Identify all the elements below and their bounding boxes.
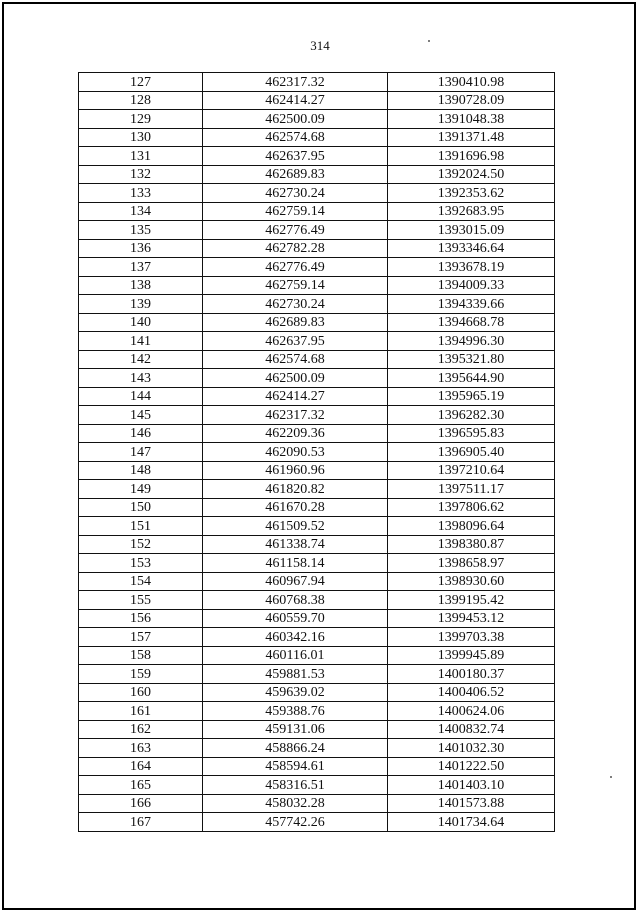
point-number-cell: 136 xyxy=(79,239,203,258)
scan-speck xyxy=(610,776,612,778)
point-number-cell: 143 xyxy=(79,369,203,388)
point-number-cell: 141 xyxy=(79,332,203,351)
point-number-cell: 127 xyxy=(79,73,203,92)
coordinates-table xyxy=(78,72,555,832)
table-row xyxy=(79,609,555,628)
table-row xyxy=(79,646,555,665)
point-number-cell: 164 xyxy=(79,757,203,776)
y-coordinate-cell: 1401403.10 xyxy=(388,776,555,795)
x-coordinate-cell: 462689.83 xyxy=(203,165,388,184)
point-number-cell: 153 xyxy=(79,554,203,573)
y-coordinate-cell: 1394668.78 xyxy=(388,313,555,332)
x-coordinate-cell: 460559.70 xyxy=(203,609,388,628)
table-row xyxy=(79,165,555,184)
y-coordinate-cell: 1398380.87 xyxy=(388,535,555,554)
point-number-cell: 157 xyxy=(79,628,203,647)
table-row xyxy=(79,535,555,554)
x-coordinate-cell: 458032.28 xyxy=(203,794,388,813)
x-coordinate-cell: 460768.38 xyxy=(203,591,388,610)
y-coordinate-cell: 1396282.30 xyxy=(388,406,555,425)
x-coordinate-cell: 462574.68 xyxy=(203,128,388,147)
point-number-cell: 139 xyxy=(79,295,203,314)
table-row xyxy=(79,720,555,739)
point-number-cell: 159 xyxy=(79,665,203,684)
table-row xyxy=(79,572,555,591)
x-coordinate-cell: 462782.28 xyxy=(203,239,388,258)
y-coordinate-cell: 1395644.90 xyxy=(388,369,555,388)
point-number-cell: 151 xyxy=(79,517,203,536)
table-row xyxy=(79,128,555,147)
table-row xyxy=(79,517,555,536)
point-number-cell: 156 xyxy=(79,609,203,628)
point-number-cell: 146 xyxy=(79,424,203,443)
x-coordinate-cell: 462689.83 xyxy=(203,313,388,332)
point-number-cell: 163 xyxy=(79,739,203,758)
table-row xyxy=(79,424,555,443)
point-number-cell: 160 xyxy=(79,683,203,702)
table-row xyxy=(79,683,555,702)
y-coordinate-cell: 1400180.37 xyxy=(388,665,555,684)
point-number-cell: 140 xyxy=(79,313,203,332)
table-row xyxy=(79,276,555,295)
y-coordinate-cell: 1390728.09 xyxy=(388,91,555,110)
y-coordinate-cell: 1391048.38 xyxy=(388,110,555,129)
point-number-cell: 167 xyxy=(79,813,203,832)
x-coordinate-cell: 462730.24 xyxy=(203,295,388,314)
table-row xyxy=(79,350,555,369)
y-coordinate-cell: 1392353.62 xyxy=(388,184,555,203)
y-coordinate-cell: 1395965.19 xyxy=(388,387,555,406)
x-coordinate-cell: 462414.27 xyxy=(203,91,388,110)
table-row xyxy=(79,202,555,221)
point-number-cell: 148 xyxy=(79,461,203,480)
scan-speck xyxy=(428,40,430,42)
point-number-cell: 130 xyxy=(79,128,203,147)
y-coordinate-cell: 1390410.98 xyxy=(388,73,555,92)
point-number-cell: 165 xyxy=(79,776,203,795)
x-coordinate-cell: 462776.49 xyxy=(203,221,388,240)
point-number-cell: 162 xyxy=(79,720,203,739)
y-coordinate-cell: 1393678.19 xyxy=(388,258,555,277)
table-row xyxy=(79,591,555,610)
table-row xyxy=(79,628,555,647)
x-coordinate-cell: 459131.06 xyxy=(203,720,388,739)
table-row xyxy=(79,332,555,351)
y-coordinate-cell: 1394996.30 xyxy=(388,332,555,351)
x-coordinate-cell: 461509.52 xyxy=(203,517,388,536)
x-coordinate-cell: 461820.82 xyxy=(203,480,388,499)
y-coordinate-cell: 1398658.97 xyxy=(388,554,555,573)
x-coordinate-cell: 462776.49 xyxy=(203,258,388,277)
table-row xyxy=(79,258,555,277)
point-number-cell: 145 xyxy=(79,406,203,425)
x-coordinate-cell: 462414.27 xyxy=(203,387,388,406)
table-row xyxy=(79,794,555,813)
table-row xyxy=(79,554,555,573)
point-number-cell: 138 xyxy=(79,276,203,295)
table-row xyxy=(79,702,555,721)
point-number-cell: 149 xyxy=(79,480,203,499)
table-row xyxy=(79,813,555,832)
y-coordinate-cell: 1396595.83 xyxy=(388,424,555,443)
x-coordinate-cell: 459639.02 xyxy=(203,683,388,702)
table-row xyxy=(79,295,555,314)
coordinates-table-body xyxy=(79,73,555,832)
x-coordinate-cell: 458594.61 xyxy=(203,757,388,776)
point-number-cell: 128 xyxy=(79,91,203,110)
point-number-cell: 147 xyxy=(79,443,203,462)
y-coordinate-cell: 1398930.60 xyxy=(388,572,555,591)
table-row xyxy=(79,369,555,388)
y-coordinate-cell: 1401734.64 xyxy=(388,813,555,832)
point-number-cell: 131 xyxy=(79,147,203,166)
y-coordinate-cell: 1401573.88 xyxy=(388,794,555,813)
x-coordinate-cell: 462317.32 xyxy=(203,406,388,425)
x-coordinate-cell: 461960.96 xyxy=(203,461,388,480)
table-row xyxy=(79,221,555,240)
x-coordinate-cell: 462730.24 xyxy=(203,184,388,203)
y-coordinate-cell: 1397806.62 xyxy=(388,498,555,517)
point-number-cell: 158 xyxy=(79,646,203,665)
table-row xyxy=(79,739,555,758)
y-coordinate-cell: 1398096.64 xyxy=(388,517,555,536)
x-coordinate-cell: 462759.14 xyxy=(203,202,388,221)
x-coordinate-cell: 462500.09 xyxy=(203,369,388,388)
y-coordinate-cell: 1401222.50 xyxy=(388,757,555,776)
table-row xyxy=(79,91,555,110)
table-row xyxy=(79,110,555,129)
table-row xyxy=(79,757,555,776)
y-coordinate-cell: 1392683.95 xyxy=(388,202,555,221)
x-coordinate-cell: 459881.53 xyxy=(203,665,388,684)
x-coordinate-cell: 458866.24 xyxy=(203,739,388,758)
y-coordinate-cell: 1399195.42 xyxy=(388,591,555,610)
table-row xyxy=(79,443,555,462)
table-row xyxy=(79,313,555,332)
point-number-cell: 132 xyxy=(79,165,203,184)
y-coordinate-cell: 1394339.66 xyxy=(388,295,555,314)
table-row xyxy=(79,73,555,92)
y-coordinate-cell: 1392024.50 xyxy=(388,165,555,184)
table-row xyxy=(79,665,555,684)
y-coordinate-cell: 1396905.40 xyxy=(388,443,555,462)
table-row xyxy=(79,461,555,480)
y-coordinate-cell: 1400624.06 xyxy=(388,702,555,721)
x-coordinate-cell: 462500.09 xyxy=(203,110,388,129)
x-coordinate-cell: 462637.95 xyxy=(203,332,388,351)
point-number-cell: 133 xyxy=(79,184,203,203)
y-coordinate-cell: 1391696.98 xyxy=(388,147,555,166)
x-coordinate-cell: 462759.14 xyxy=(203,276,388,295)
x-coordinate-cell: 461338.74 xyxy=(203,535,388,554)
y-coordinate-cell: 1399945.89 xyxy=(388,646,555,665)
point-number-cell: 134 xyxy=(79,202,203,221)
table-row xyxy=(79,147,555,166)
x-coordinate-cell: 462317.32 xyxy=(203,73,388,92)
page-number: 314 xyxy=(310,38,330,53)
x-coordinate-cell: 459388.76 xyxy=(203,702,388,721)
table-row xyxy=(79,387,555,406)
point-number-cell: 161 xyxy=(79,702,203,721)
x-coordinate-cell: 461670.28 xyxy=(203,498,388,517)
x-coordinate-cell: 460116.01 xyxy=(203,646,388,665)
point-number-cell: 155 xyxy=(79,591,203,610)
point-number-cell: 137 xyxy=(79,258,203,277)
point-number-cell: 166 xyxy=(79,794,203,813)
y-coordinate-cell: 1397210.64 xyxy=(388,461,555,480)
x-coordinate-cell: 462209.36 xyxy=(203,424,388,443)
point-number-cell: 129 xyxy=(79,110,203,129)
x-coordinate-cell: 458316.51 xyxy=(203,776,388,795)
point-number-cell: 142 xyxy=(79,350,203,369)
y-coordinate-cell: 1401032.30 xyxy=(388,739,555,758)
point-number-cell: 144 xyxy=(79,387,203,406)
table-row xyxy=(79,239,555,258)
y-coordinate-cell: 1399453.12 xyxy=(388,609,555,628)
y-coordinate-cell: 1391371.48 xyxy=(388,128,555,147)
x-coordinate-cell: 461158.14 xyxy=(203,554,388,573)
x-coordinate-cell: 462574.68 xyxy=(203,350,388,369)
x-coordinate-cell: 462637.95 xyxy=(203,147,388,166)
y-coordinate-cell: 1399703.38 xyxy=(388,628,555,647)
point-number-cell: 152 xyxy=(79,535,203,554)
x-coordinate-cell: 460967.94 xyxy=(203,572,388,591)
y-coordinate-cell: 1394009.33 xyxy=(388,276,555,295)
y-coordinate-cell: 1393015.09 xyxy=(388,221,555,240)
table-row xyxy=(79,776,555,795)
y-coordinate-cell: 1400406.52 xyxy=(388,683,555,702)
y-coordinate-cell: 1400832.74 xyxy=(388,720,555,739)
y-coordinate-cell: 1395321.80 xyxy=(388,350,555,369)
x-coordinate-cell: 460342.16 xyxy=(203,628,388,647)
x-coordinate-cell: 462090.53 xyxy=(203,443,388,462)
x-coordinate-cell: 457742.26 xyxy=(203,813,388,832)
table-row xyxy=(79,498,555,517)
table-row xyxy=(79,480,555,499)
point-number-cell: 154 xyxy=(79,572,203,591)
y-coordinate-cell: 1397511.17 xyxy=(388,480,555,499)
point-number-cell: 150 xyxy=(79,498,203,517)
table-row xyxy=(79,184,555,203)
y-coordinate-cell: 1393346.64 xyxy=(388,239,555,258)
table-row xyxy=(79,406,555,425)
point-number-cell: 135 xyxy=(79,221,203,240)
